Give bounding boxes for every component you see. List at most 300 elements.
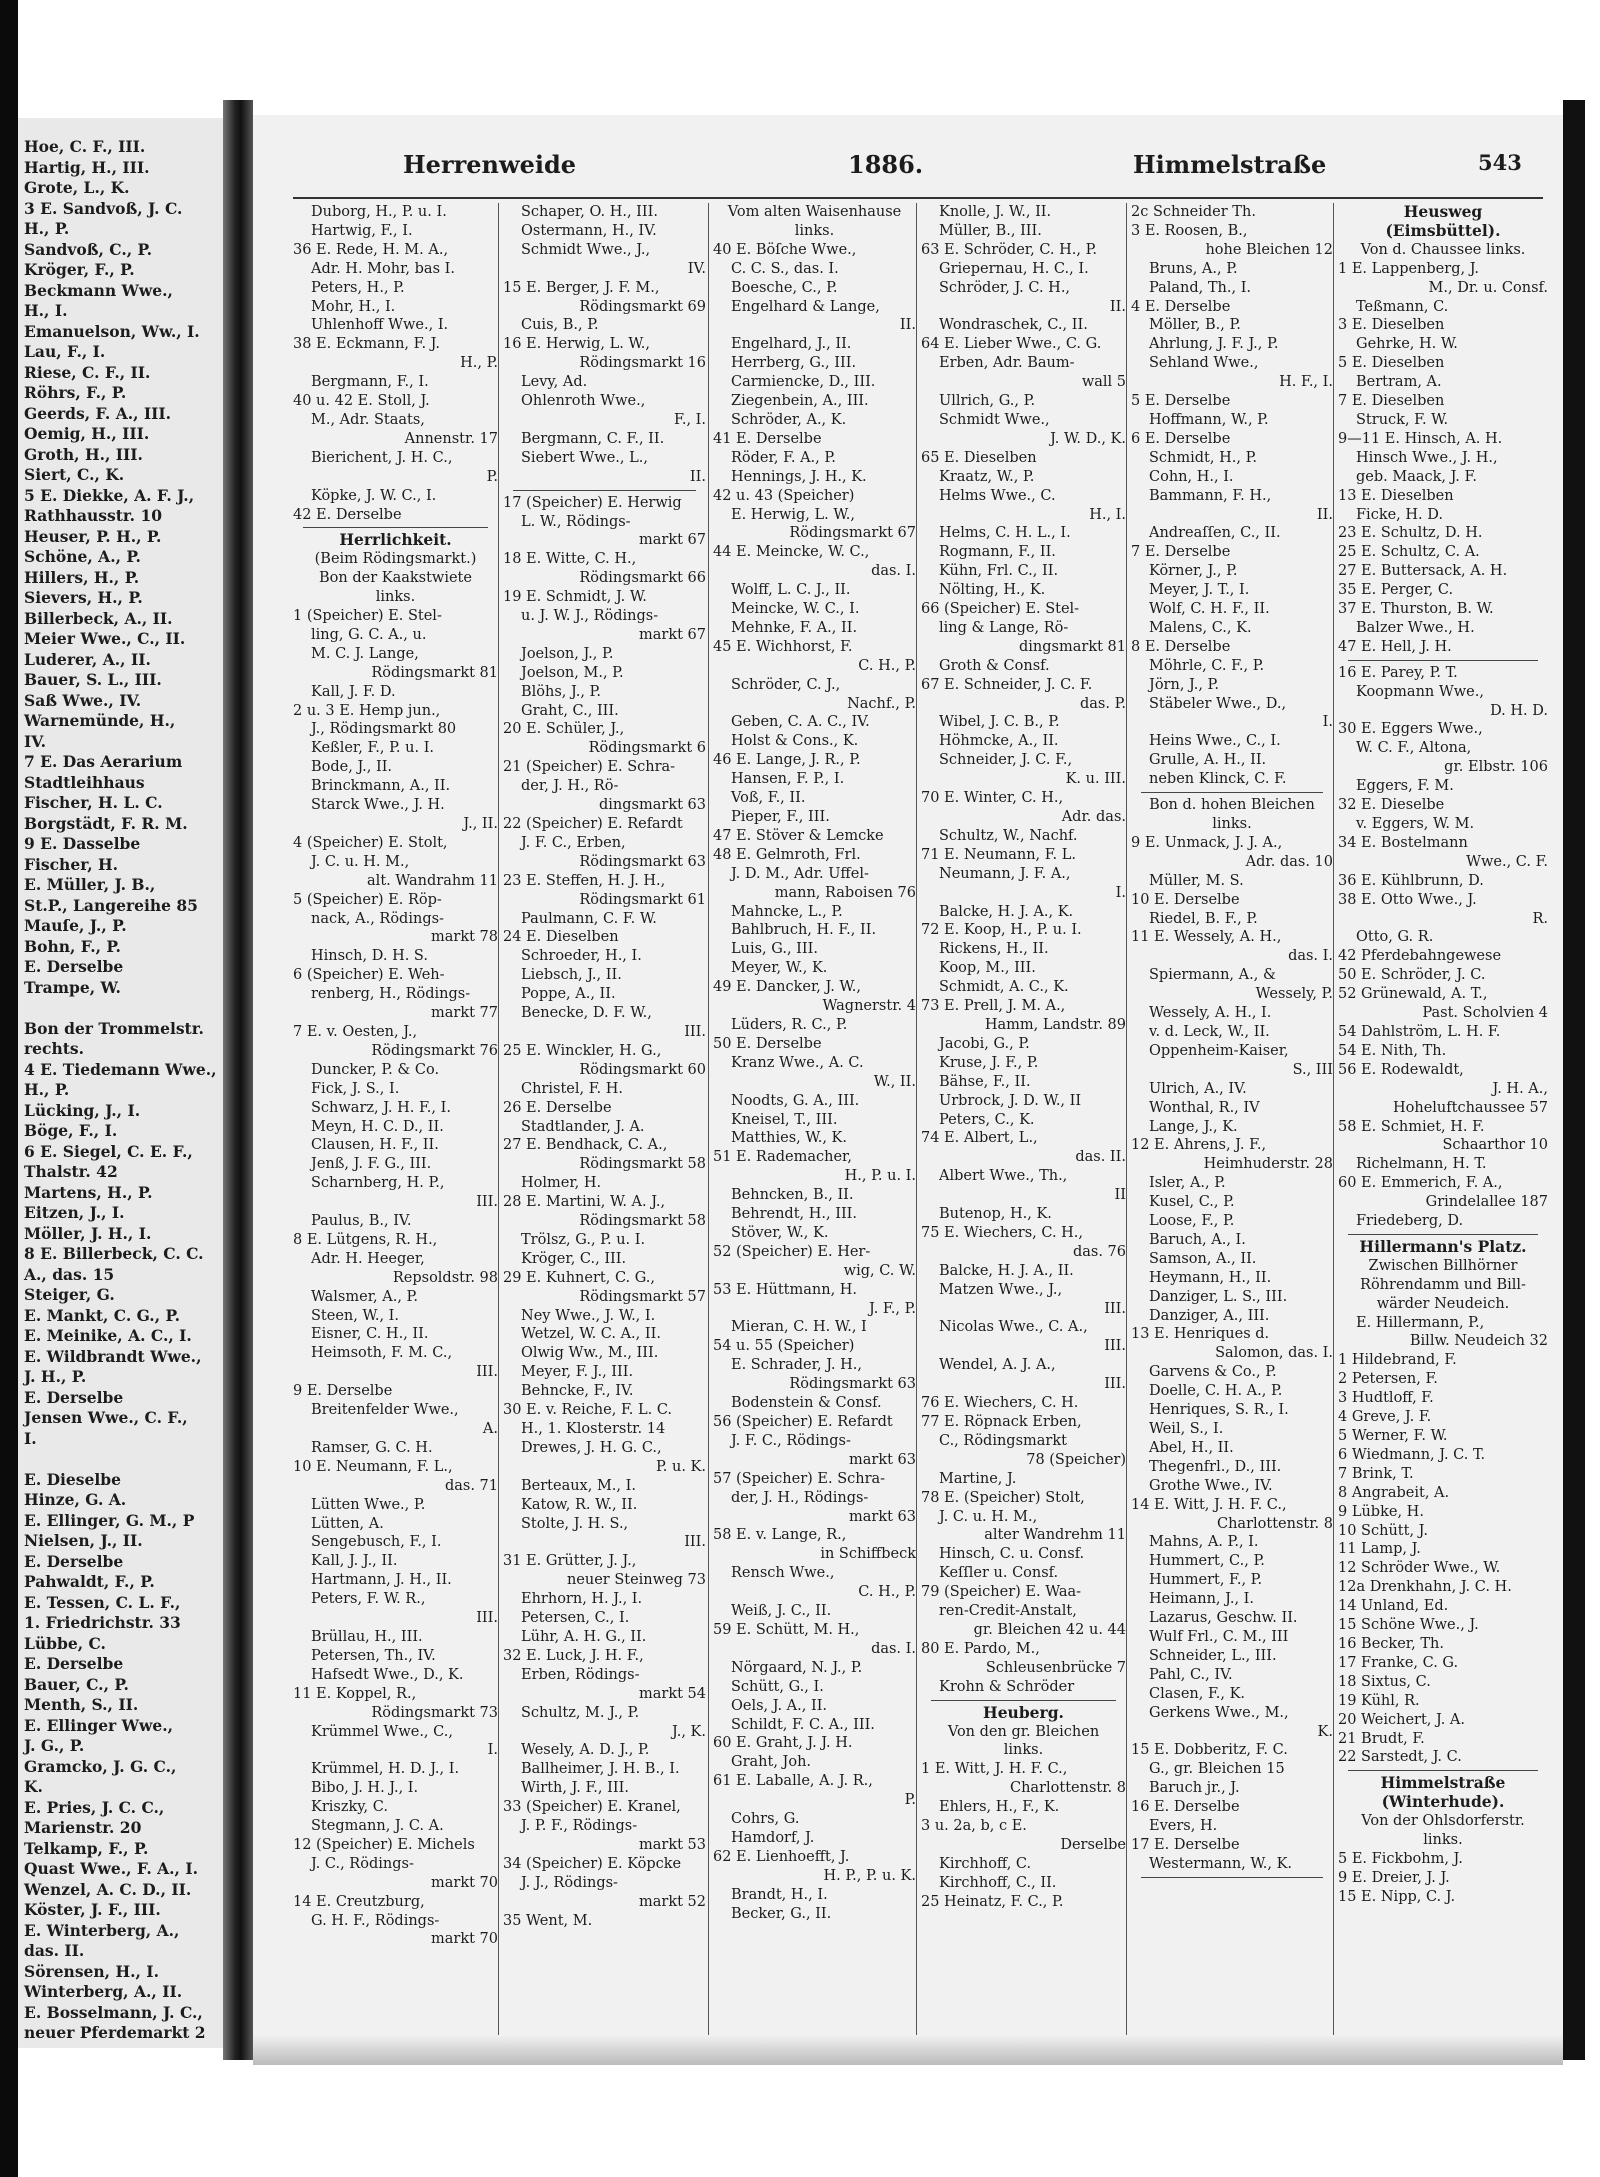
directory-entry: Schütt, G., I. [731,1678,824,1695]
directory-entry: links. [375,589,416,606]
directory-entry: III. [476,1364,498,1381]
directory-column-heuberg [921,203,1126,1912]
left-page-line: H., P. [24,219,70,238]
directory-entry: Erben, Rödings- [521,1666,640,1683]
directory-entry: Meyer, J. T., I. [1149,582,1250,599]
left-page-line: 4 E. Tiedemann Wwe., [24,1059,217,1079]
header-rule [293,197,1543,199]
directory-entry: 63 E. Schröder, C. H., P. [921,241,1098,258]
directory-entry: neuer Steinweg 73 [566,1572,706,1589]
directory-entry: Peters, H., P. [311,279,405,296]
directory-entry: Krümmel Wwe., C., [311,1723,453,1740]
directory-entry: renberg, H., Rödings- [311,986,471,1003]
directory-entry: Bergmann, C. F., II. [521,430,665,447]
directory-entry: Lühr, A. H. G., II. [521,1628,647,1645]
directory-entry: 8 E. Lütgens, R. H., [293,1231,438,1248]
directory-entry: J. J., Rödings- [521,1874,618,1891]
directory-entry: Richelmann, H. T. [1356,1156,1487,1173]
directory-entry: Jörn, J., P. [1149,676,1219,693]
directory-entry: Lütten, A. [311,1515,384,1532]
directory-entry: Brüllau, H., III. [311,1628,423,1645]
directory-entry: Höhmcke, A., II. [939,733,1059,750]
directory-entry: 21 Brudt, F. [1338,1730,1425,1747]
left-page-line: E. Derselbe [24,957,124,976]
left-page-line: neuer Pferdemarkt 2 [24,2023,206,2042]
directory-entry: J., Rödingsmarkt 80 [311,721,457,738]
directory-entry: Bierichent, J. H. C., [311,449,453,466]
directory-entry: Becker, G., II. [731,1905,832,1922]
directory-entry: Weiß, J. C., II. [731,1603,832,1620]
directory-entry: Körner, J., P. [1149,563,1238,580]
directory-entry: Schaper, O. H., III. [521,204,658,220]
directory-entry: 35 Went, M. [503,1912,593,1929]
directory-entry: Rödingsmarkt 76 [371,1042,498,1059]
directory-entry: 18 E. Witte, C. H., [503,551,637,568]
directory-entry: 18 Sixtus, C. [1338,1673,1431,1690]
left-page-line: E. Wildbrandt Wwe., [24,1346,202,1366]
directory-entry: 36 E. Kühlbrunn, D. [1338,872,1484,889]
directory-entry: Evers, H. [1149,1818,1218,1835]
directory-entry: Thegenfrl., D., III. [1149,1458,1282,1475]
left-page-line: E. Derselbe [24,1654,124,1673]
directory-entry: H., P. [460,355,498,372]
running-header [253,150,1563,190]
directory-entry: H. P., P. u. K. [823,1867,916,1884]
directory-entry: Rödingsmarkt 66 [579,570,706,587]
street-heading: (Winterhude). [1381,1793,1505,1812]
directory-entry: Schwarz, J. H. F., I. [311,1099,451,1116]
left-page-line: E. Ellinger Wwe., [24,1715,174,1735]
directory-entry: Röder, F. A., P. [731,449,836,466]
directory-entry: 53 E. Hüttmann, H. [713,1281,858,1298]
directory-entry: Bodenstein & Consf. [731,1395,882,1412]
directory-entry: Noodts, G. A., III. [731,1092,860,1109]
directory-entry: Breitenfelder Wwe., [311,1402,459,1419]
directory-entry: 34 (Speicher) E. Köpcke [503,1855,682,1872]
directory-entry: 67 E. Schneider, J. C. F. [921,676,1093,693]
directory-entry: 6 Wiedmann, J. C. T. [1338,1446,1486,1463]
directory-entry: Doelle, C. H. A., P. [1149,1383,1283,1400]
directory-entry: 57 (Speicher) E. Schra- [713,1470,886,1487]
directory-entry: IV. [687,260,706,277]
left-page-line: 8 E. Billerbeck, C. C. [24,1244,204,1263]
book-gutter [223,100,253,2060]
directory-entry: Wulf Frl., C. M., III [1149,1628,1289,1645]
directory-entry: Von den gr. Bleichen [947,1723,1100,1740]
left-page-line: Meier Wwe., C., II. [24,629,186,648]
header-street-right: Himmelstraße [1133,150,1327,179]
left-page-line: Martens, H., P. [24,1182,153,1202]
left-page-line: Geerds, F. A., III. [24,403,172,423]
directory-entry: hohe Bleichen 12 [1205,241,1333,258]
directory-entry: 60 E. Graht, J. J. H. [713,1735,853,1752]
left-page-line: Menth, S., II. [24,1695,139,1714]
directory-entry: 45 E. Wichhorst, F. [713,638,853,655]
left-page-line: Kröger, F., P. [24,260,135,279]
directory-entry: Mieran, C. H. W., I [731,1319,867,1336]
directory-entry: 22 Sarstedt, J. C. [1338,1749,1462,1766]
directory-entry: Adr. H. Mohr, bas I. [311,260,455,277]
directory-entry: Graht, C., III. [521,702,619,719]
directory-entry: das. I. [871,1640,916,1657]
directory-entry: Bruns, A., P. [1149,260,1238,277]
left-page-line: 1. Friedrichstr. 33 [24,1613,181,1632]
directory-entry: 79 (Speicher) E. Waa- [921,1584,1082,1601]
section-rule [1348,660,1538,661]
directory-entry: dingsmarkt 63 [599,797,706,814]
right-page [253,115,1563,2050]
directory-entry: Rödingsmarkt 60 [579,1061,706,1078]
directory-entry: markt 67 [639,532,706,549]
left-page-line: Luderer, A., II. [24,649,151,669]
directory-entry: 56 (Speicher) E. Refardt [713,1414,893,1430]
directory-entry: Oppenheim-Kaiser, [1149,1042,1289,1059]
directory-entry: ling & Lange, Rö- [939,619,1069,636]
directory-entry: 29 E. Kuhnert, C. G., [503,1269,656,1286]
directory-entry: 52 (Speicher) E. Her- [713,1243,871,1260]
directory-entry: Friedeberg, D. [1356,1213,1464,1230]
directory-entry: Kall, J. J., II. [311,1553,398,1570]
directory-entry: Paulus, B., IV. [311,1213,412,1230]
directory-entry: II. [1109,298,1126,315]
directory-entry: Balcke, H. J. A., II. [939,1262,1074,1279]
left-page-line: Köster, J. F., III. [24,1900,161,1919]
left-page-line: H., I. [24,301,68,320]
directory-entry: J., II. [463,816,498,832]
directory-entry: Paland, Th., I. [1149,279,1252,296]
section-rule [1141,792,1323,793]
directory-entry: Kirchhoff, C. [939,1855,1032,1872]
left-page-line: 7 E. Das Aerarium [24,752,183,771]
left-page-line: E. Derselbe [24,1551,124,1571]
directory-entry: 54 u. 55 (Speicher) [713,1338,855,1355]
directory-entry: Hennings, J. H., K. [731,468,867,485]
directory-entry: H. F., I. [1279,374,1333,391]
left-page-line: E. Bosselmann, J. C., [24,2002,203,2022]
directory-entry: 36 E. Rede, H. M. A., [293,241,449,258]
left-page-line: Trampe, W. [24,977,121,997]
directory-entry: K. [1317,1723,1333,1740]
directory-entry: 2 Petersen, F. [1338,1371,1438,1388]
directory-entry: Riedel, B. F., P. [1149,910,1258,927]
left-page-line: A., das. 15 [24,1264,115,1284]
directory-entry: 4 (Speicher) E. Stolt, [293,834,448,851]
directory-entry: Cohn, H., I. [1149,468,1234,485]
directory-entry: 59 E. Schütt, M. H., [713,1621,860,1638]
directory-entry: Jacobi, G., P. [939,1035,1030,1052]
directory-entry: 14 E. Creutzburg, [293,1893,425,1910]
directory-entry: 61 E. Laballe, A. J. R., [713,1773,873,1790]
directory-entry: 41 E. Derselbe [713,430,822,447]
directory-entry: 3 u. 2a, b, c E. [921,1818,1027,1835]
directory-entry: Kneisel, T., III. [731,1111,838,1128]
directory-entry: Wirth, J. F., III. [521,1780,629,1797]
directory-entry: links. [1423,1832,1463,1849]
directory-entry: 78 E. (Speicher) Stolt, [921,1489,1085,1506]
directory-entry: Mehnke, F. A., II. [731,619,858,636]
directory-entry: Stäbeler Wwe., D., [1149,695,1287,712]
directory-entry: Ballheimer, J. H. B., I. [521,1761,680,1778]
directory-entry: Stolte, J. H. S., [521,1515,629,1532]
directory-entry: der, J. H., Rödings- [731,1489,869,1506]
directory-entry: Oels, J. A., II. [731,1697,828,1714]
directory-entry: L. W., Rödings- [521,513,631,530]
directory-entry: Hinsch, C. u. Consf. [939,1546,1085,1563]
directory-entry: 30 E. v. Reiche, F. L. C. [503,1402,673,1419]
left-page-line: Beckmann Wwe., [24,280,173,300]
directory-entry: 60 E. Emmerich, F. A., [1338,1175,1503,1192]
directory-entry: 72 E. Koop, H., P. u. I. [921,922,1082,939]
directory-entry: 49 E. Dancker, J. W., [713,979,862,996]
directory-entry: Herrberg, G., III. [731,355,857,372]
directory-entry: Holst & Cons., K. [731,733,859,750]
directory-entry: Bon d. hohen Bleichen [1149,797,1315,814]
directory-entry: Ullrich, G., P. [939,393,1036,410]
directory-entry: 23 E. Steffen, H. J. H., [503,872,666,889]
directory-entry: 15 E. Dobberitz, F. C. [1131,1742,1288,1759]
directory-entry: Rödingsmarkt 57 [579,1288,706,1305]
directory-entry: Benecke, D. F. W., [521,1005,652,1022]
directory-entry: Bon der Kaakstwiete [319,570,472,587]
directory-entry: Garvens & Co., P. [1149,1364,1277,1381]
directory-entry: J. F. C., Rödings- [731,1432,851,1449]
directory-column-himmelstrasse-b [1338,203,1548,1907]
left-page-line: Hoe, C. F., III. [24,137,146,156]
directory-entry: Abel, H., II. [1149,1439,1234,1456]
directory-entry: Blöhs, J., P. [521,683,601,700]
column-divider [1333,203,1334,2050]
directory-entry: III. [684,1534,706,1551]
directory-entry: 50 E. Derselbe [713,1035,822,1052]
directory-entry: 33 (Speicher) E. Kranel, [503,1799,681,1816]
left-page-line: Nielsen, J., II. [24,1531,143,1550]
directory-entry: 77 E. Röpnack Erben, [921,1414,1082,1430]
left-page-line: Siert, C., K. [24,465,125,484]
directory-entry: M. C. J. Lange, [311,645,419,662]
directory-entry: Gehrke, H. W. [1356,336,1458,353]
left-page-line: Grote, L., K. [24,178,130,197]
street-heading: Heusweg [1403,203,1483,221]
left-page-fragment [18,118,223,2048]
directory-entry: 13 E. Henriques d. [1131,1326,1270,1343]
left-page-line: Mauſe, J., P. [24,916,127,935]
directory-entry: Schmidt Wwe., J., [521,241,651,258]
directory-entry: Vom alten Waisenhause [727,204,902,220]
directory-entry: 3 Hudtloff, F. [1338,1390,1434,1407]
directory-entry: C. C. S., das. I. [731,260,839,277]
directory-entry: J. F., P. [869,1300,916,1317]
directory-entry: 16 E. Derselbe [1131,1799,1240,1816]
directory-entry: Heins Wwe., C., I. [1149,733,1281,750]
directory-entry: ling, G. C. A., u. [311,626,427,643]
directory-entry: Struck, F. W. [1356,411,1449,428]
directory-entry: Meyn, H. C. D., II. [311,1118,444,1135]
left-page-line: Bon der Trommelstr. [24,1018,204,1038]
directory-entry: u. J. W. J., Rödings- [521,608,659,625]
directory-entry: Albert Wwe., Th., [939,1168,1068,1185]
left-page-line: Winterberg, A., II. [24,1982,183,2001]
directory-entry: J. W. D., K. [1050,430,1126,447]
left-page-line: Borgstädt, F. R. M. [24,813,188,833]
directory-entry: 14 Unland, Ed. [1338,1598,1449,1615]
directory-entry: Heimhuderstr. 28 [1203,1156,1333,1173]
directory-entry: 9 E. Unmack, J. J. A., [1131,834,1283,851]
directory-entry: 32 E. Dieselbe [1338,797,1445,814]
directory-entry: Möhrle, C. F., P. [1149,657,1265,674]
directory-entry: Charlottenstr. 8 [1217,1515,1333,1532]
directory-entry: 5 E. Dieselben [1338,355,1445,372]
directory-entry: Carmiencke, D., III. [731,374,876,391]
directory-entry: in Schiffbeck [820,1546,916,1563]
directory-entry: das. P. [1079,695,1126,712]
directory-entry: Von d. Chaussee links. [1360,241,1526,258]
directory-entry: 17 E. Derselbe [1131,1836,1240,1853]
left-page-line: E. Ellinger, G. M., P [24,1510,195,1530]
directory-entry: 34 E. Bostelmann [1338,834,1468,851]
directory-entry: Griepernau, H. C., I. [939,260,1089,277]
directory-entry: Schröder, C. J., [731,676,841,693]
directory-entry: Graht, Joh. [731,1754,812,1771]
directory-entry: 6 E. Derselbe [1131,430,1231,447]
directory-entry: 27 E. Bendhack, C. A., [503,1137,668,1154]
directory-entry: Rödingsmarkt 67 [789,525,916,542]
directory-entry: Pahl, C., IV. [1149,1666,1233,1683]
directory-entry: 40 E. Böſche Wwe., [713,241,857,258]
directory-entry: Samson, A., II. [1149,1250,1257,1267]
directory-entry: Siebert Wwe., L., [521,449,648,466]
directory-entry: 66 (Speicher) E. Stel- [921,601,1080,618]
directory-entry: 10 E. Derselbe [1131,891,1240,908]
directory-entry: 1 E. Lappenberg, J. [1338,260,1479,277]
left-page-line: K. [24,1777,43,1796]
directory-entry: 16 E. Herwig, L. W., [503,336,651,353]
left-page-line: I. [24,1428,37,1448]
directory-entry: 65 E. Dieselben [921,449,1037,466]
directory-entry: das. 71 [444,1477,498,1494]
directory-entry: Ostermann, H., IV. [521,222,657,239]
directory-entry: Derselbe [1060,1836,1126,1853]
directory-entry: markt 70 [431,1931,498,1948]
street-heading: Himmelstraße [1380,1774,1506,1793]
directory-entry: Nörgaard, N. J., P. [731,1659,863,1676]
directory-entry: 17 Franke, C. G. [1338,1654,1459,1671]
directory-entry: Loose, F., P. [1149,1213,1235,1230]
left-page-line: Lücking, J., I. [24,1100,141,1120]
directory-entry: markt 54 [639,1685,706,1702]
directory-entry: 73 E. Prell, J. M. A., [921,998,1066,1015]
left-page-line: Böge, F., I. [24,1121,118,1140]
directory-entry: M., Adr. Staats, [311,411,425,428]
directory-entry: 40 u. 42 E. Stoll, J. [293,393,430,410]
directory-entry: (Beim Rödingsmarkt.) [314,551,477,568]
directory-entry: E. Schrader, J. H., [731,1357,862,1374]
directory-entry: Bahlbruch, H. F., II. [731,922,877,939]
directory-entry: A. [482,1421,498,1437]
directory-entry: Engelhard & Lange, [731,298,880,315]
directory-entry: dingsmarkt 81 [1019,638,1126,655]
left-page-line: 9 E. Dasselbe [24,834,141,853]
directory-entry: 42 u. 43 (Speicher) [713,487,855,504]
directory-entry: 54 E. Nith, Th. [1338,1042,1447,1059]
directory-entry: Duncker, P. & Co. [311,1061,440,1078]
directory-entry: Berteaux, M., I. [521,1477,636,1494]
left-page-line: 6 E. Siegel, C. E. F., [24,1141,193,1161]
directory-entry: C. H., P. [858,657,916,674]
left-page-line: Sörensen, H., I. [24,1961,159,1981]
directory-entry: Kranz Wwe., A. C. [731,1054,864,1071]
directory-entry: Rödingsmarkt 58 [579,1213,706,1230]
directory-entry: Engelhard, J., II. [731,336,852,353]
directory-entry: das. 76 [1072,1243,1126,1260]
directory-entry: Wesely, A. D. J., P. [521,1742,650,1759]
directory-entry: das. II. [1075,1149,1126,1166]
directory-entry: neben Klinck, C. F. [1149,771,1287,788]
directory-entry: II. [689,468,706,485]
page-number: 543 [1478,150,1522,175]
left-page-line: Schöne, A., P. [24,547,141,566]
directory-entry: 38 E. Otto Wwe., J. [1338,891,1477,908]
scan-border-left [0,0,18,2177]
directory-entry: 8 Angrabeit, A. [1338,1484,1450,1501]
directory-entry: W. C. F., Altona, [1356,740,1472,757]
directory-entry: Hummert, F., P. [1149,1572,1263,1589]
directory-entry: Joelson, M., P. [521,664,624,681]
directory-entry: markt 70 [431,1874,498,1891]
directory-column-himmelstrasse-a [1131,203,1333,1881]
directory-entry: 21 (Speicher) E. Schra- [503,759,676,776]
directory-entry: Clausen, H. F., II. [311,1137,439,1154]
directory-entry: Bammann, F. H., [1149,487,1272,504]
directory-entry: Adr. das. 10 [1245,853,1333,870]
directory-entry: 16 E. Parey, P. T. [1338,664,1458,681]
directory-entry: Brinckmann, A., II. [311,778,451,795]
directory-entry: Petersen, Th., IV. [311,1647,436,1664]
directory-entry: Heimsoth, F. M. C., [311,1345,453,1362]
directory-entry: Helms Wwe., C. [939,487,1056,504]
left-page-line: Röhrs, F., P. [24,383,127,402]
left-page-line: E. Pries, J. C. C., [24,1797,165,1817]
directory-entry: Krohn & Schröder [939,1678,1075,1695]
directory-entry: Neumann, J. F. A., [939,865,1071,882]
directory-entry: Isler, A., P. [1149,1175,1226,1192]
directory-entry: Charlottenstr. 8 [1010,1780,1126,1797]
directory-entry: J. P. F., Rödings- [521,1818,638,1835]
left-page-line: Sandvoß, C., P. [24,239,152,259]
directory-entry: 25 Heinatz, F. C., P. [921,1893,1064,1910]
directory-entry: Kröger, C., III. [521,1250,627,1267]
directory-entry: H., 1. Klosterstr. 14 [521,1421,666,1437]
directory-entry: Hamdorf, J. [731,1829,815,1846]
directory-entry: 10 Schütt, J. [1338,1522,1428,1539]
directory-entry: III. [476,1610,498,1627]
directory-entry: Adr. das. [1061,809,1126,825]
directory-entry: 7 Brink, T. [1338,1465,1414,1482]
left-page-line: Emanuelson, Ww., I. [24,321,200,341]
directory-entry: Hartwig, F., I. [311,222,413,239]
directory-entry: Wessely, P. [1255,986,1333,1003]
directory-entry: P. [486,468,498,485]
directory-entry: Groth & Consf. [939,657,1050,674]
directory-entry: Kusel, C., P. [1149,1194,1235,1211]
directory-entry: 70 E. Winter, C. H., [921,790,1064,807]
left-page-line: Oemig, H., III. [24,424,150,443]
left-page-line: Bauer, C., P. [24,1674,129,1694]
directory-entry: 28 E. Martini, W. A. J., [503,1194,666,1211]
directory-entry: Matzen Wwe., J., [939,1281,1063,1298]
directory-entry: Olwig Ww., M., III. [521,1345,659,1362]
directory-entry: markt 63 [849,1508,916,1525]
left-page-line: rechts. [24,1039,85,1058]
